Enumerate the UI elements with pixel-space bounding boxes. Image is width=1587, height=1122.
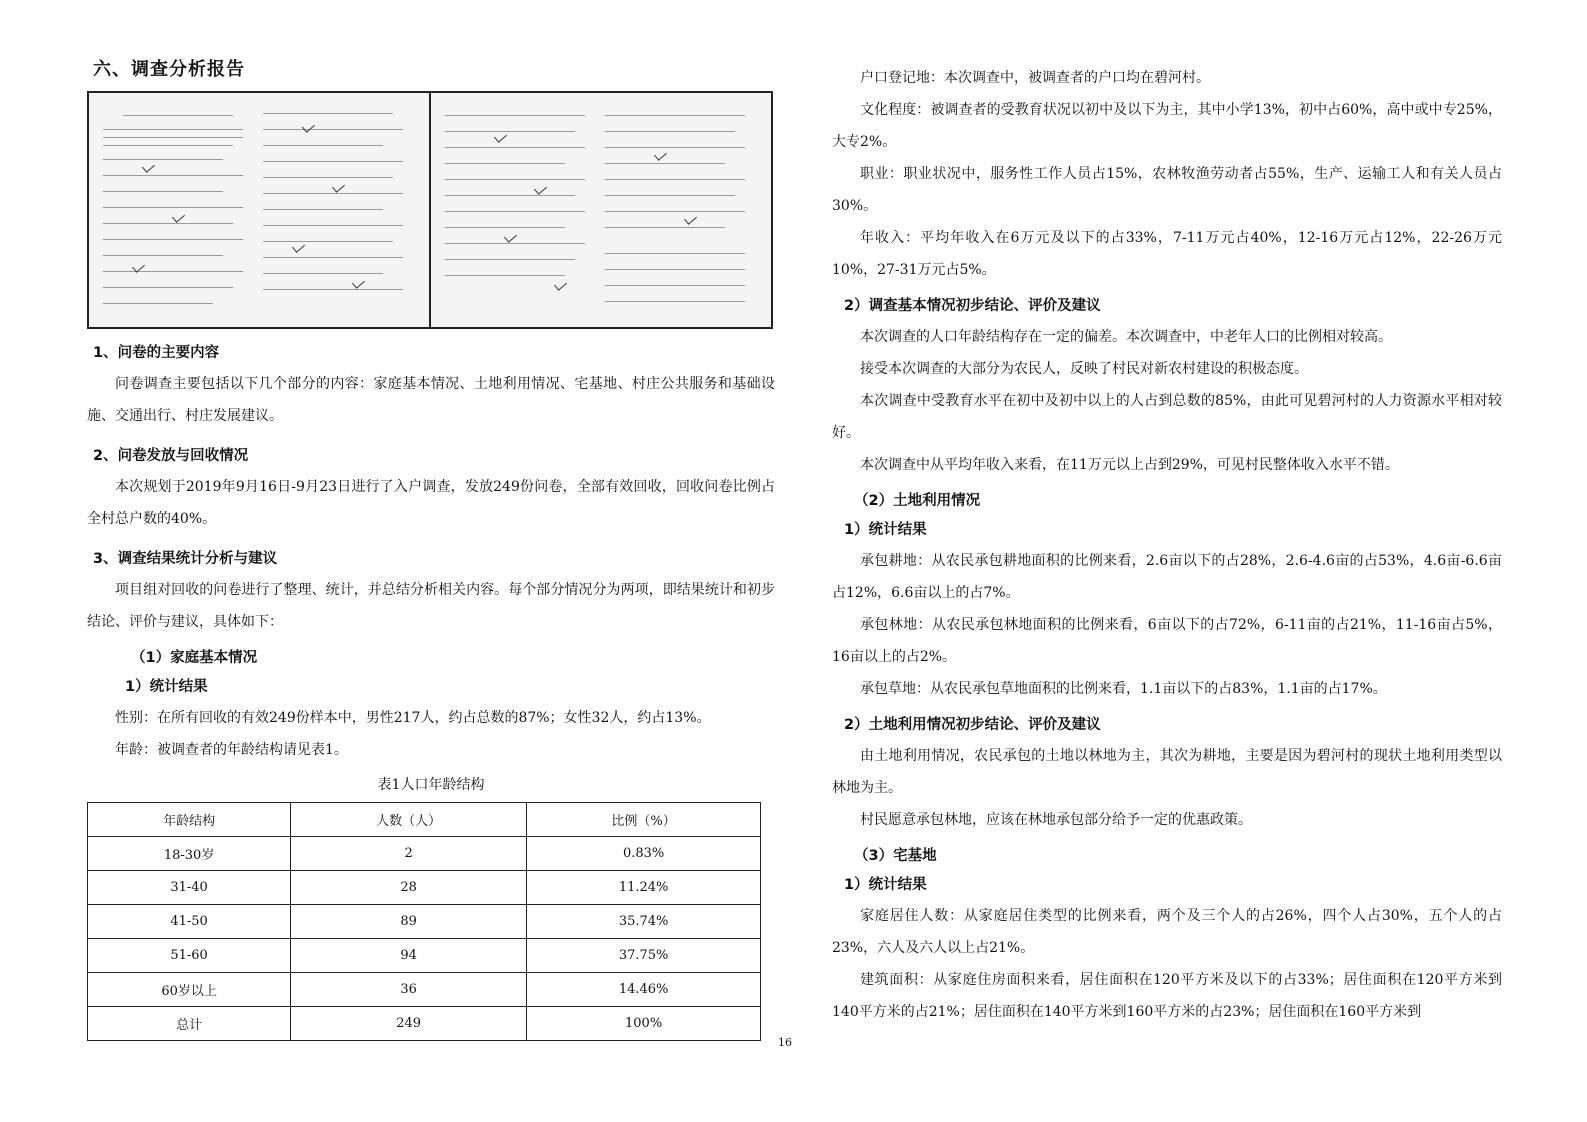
table-header: 比例（%） [527, 803, 761, 837]
questionnaire-page-1 [89, 93, 431, 327]
homestead-section-title: （3）宅基地 [854, 848, 937, 864]
table-cell: 94 [291, 939, 527, 973]
education-text: 文化程度：被调查者的受教育状况以初中及以下为主，其中小学13%，初中占60%，高中或中专25%，大专2%。 [832, 102, 1502, 150]
gender-text: 性别：在所有回收的有效249份样本中，男性217人，约占总数的87%；女性32人，约占13%。 [115, 710, 711, 726]
table-cell: 14.46% [527, 973, 761, 1007]
land-conclusion-2: 村民愿意承包林地，应该在林地承包部分给予一定的优惠政策。 [860, 812, 1252, 828]
table-header: 年龄结构 [88, 803, 291, 837]
table-cell: 0.83% [527, 837, 761, 871]
hukou-text: 户口登记地：本次调查中，被调查者的户口均在碧河村。 [860, 70, 1210, 86]
land-conclusion-title: 2）土地利用情况初步结论、评价及建议 [844, 717, 1101, 733]
table-cell: 249 [291, 1007, 527, 1041]
table-cell: 总计 [88, 1007, 291, 1041]
page-number: 16 [778, 1036, 792, 1049]
table-cell: 41-50 [88, 905, 291, 939]
age-text: 年龄：被调查者的年龄结构请见表1。 [115, 742, 348, 758]
q2-text: 本次规划于2019年9月16日-9月23日进行了入户调查，发放249份问卷，全部有效回收，回收问卷比例占全村总户数的40%。 [87, 479, 775, 527]
grass-land-text: 承包草地：从农民承包草地面积的比例来看，1.1亩以下的占83%，1.1亩的占17%。 [860, 681, 1387, 697]
family-section-title: （1）家庭基本情况 [131, 650, 258, 666]
table-cell: 89 [291, 905, 527, 939]
table-caption: 表1人口年龄结构 [377, 777, 485, 793]
table-row [88, 939, 761, 973]
table-row [88, 871, 761, 905]
table-cell: 11.24% [527, 871, 761, 905]
table-row [88, 837, 761, 871]
basic-conclusion-3: 本次调查中受教育水平在初中及初中以上的人占到总数的85%，由此可见碧河村的人力资源水平相对较好。 [832, 393, 1502, 441]
table-row [88, 905, 761, 939]
family-stats-title: 1）统计结果 [125, 679, 208, 695]
age-structure-table [87, 802, 761, 1041]
homestead-stats-title: 1）统计结果 [844, 877, 927, 893]
basic-conclusion-2: 接受本次调查的大部分为农民人，反映了村民对新农村建设的积极态度。 [860, 361, 1308, 377]
table-header: 人数（人） [291, 803, 527, 837]
table-cell: 18-30岁 [88, 837, 291, 871]
table-cell: 51-60 [88, 939, 291, 973]
questionnaire-photo [87, 91, 773, 329]
land-conclusion-1: 由土地利用情况，农民承包的土地以林地为主，其次为耕地，主要是因为碧河村的现状土地利用类型以林地为主。 [832, 748, 1502, 796]
q3-title: 3、调查结果统计分析与建议 [93, 551, 278, 567]
table-cell: 37.75% [527, 939, 761, 973]
household-size-text: 家庭居住人数：从家庭居住类型的比例来看，两个及三个人的占26%，四个人占30%，五个人的占23%，六人及六人以上占21%。 [832, 908, 1502, 956]
land-section-title: （2）土地利用情况 [854, 493, 981, 509]
basic-conclusion-title: 2）调查基本情况初步结论、评价及建议 [844, 298, 1101, 314]
q2-title: 2、问卷发放与回收情况 [93, 448, 249, 464]
building-area-text: 建筑面积：从家庭住房面积来看，居住面积在120平方米及以下的占33%；居住面积在120平方米到140平方米的占21%；居住面积在140平方米到160平方米的占23%；居住面积在160平方米到 [832, 972, 1502, 1020]
arable-land-text: 承包耕地：从农民承包耕地面积的比例来看，2.6亩以下的占28%，2.6-4.6亩的占53%，4.6亩-6.6亩占12%，6.6亩以上的占7%。 [832, 553, 1502, 601]
right-column [832, 62, 1502, 1028]
table-cell: 2 [291, 837, 527, 871]
left-column [87, 55, 775, 1041]
table-cell: 31-40 [88, 871, 291, 905]
land-stats-title: 1）统计结果 [844, 522, 927, 538]
basic-conclusion-1: 本次调查的人口年龄结构存在一定的偏差。本次调查中，中老年人口的比例相对较高。 [860, 329, 1392, 345]
table-row [88, 973, 761, 1007]
questionnaire-page-2 [431, 93, 771, 327]
occupation-text: 职业：职业状况中，服务性工作人员占15%，农林牧渔劳动者占55%，生产、运输工人和有关人员占30%。 [832, 166, 1502, 214]
basic-conclusion-4: 本次调查中从平均年收入来看，在11万元以上占到29%，可见村民整体收入水平不错。 [860, 457, 1399, 473]
table-header-row [88, 803, 761, 837]
table-cell: 35.74% [527, 905, 761, 939]
q1-title: 1、问卷的主要内容 [93, 345, 220, 361]
q3-text: 项目组对回收的问卷进行了整理、统计，并总结分析相关内容。每个部分情况分为两项，即结果统计和初步结论、评价与建议，具体如下： [87, 582, 775, 630]
table-cell: 60岁以上 [88, 973, 291, 1007]
income-text: 年收入：平均年收入在6万元及以下的占33%，7-11万元占40%，12-16万元占12%，22-26万元10%，27-31万元占5%。 [832, 230, 1502, 278]
forest-land-text: 承包林地：从农民承包林地面积的比例来看，6亩以下的占72%，6-11亩的占21%，11-16亩占5%，16亩以上的占2%。 [832, 617, 1502, 665]
table-cell: 100% [527, 1007, 761, 1041]
table-cell: 28 [291, 871, 527, 905]
section-heading: 六、调查分析报告 [93, 59, 245, 80]
q1-text: 问卷调查主要包括以下几个部分的内容：家庭基本情况、土地利用情况、宅基地、村庄公共服务和基础设施、交通出行、村庄发展建议。 [87, 376, 775, 424]
table-total-row [88, 1007, 761, 1041]
table-cell: 36 [291, 973, 527, 1007]
